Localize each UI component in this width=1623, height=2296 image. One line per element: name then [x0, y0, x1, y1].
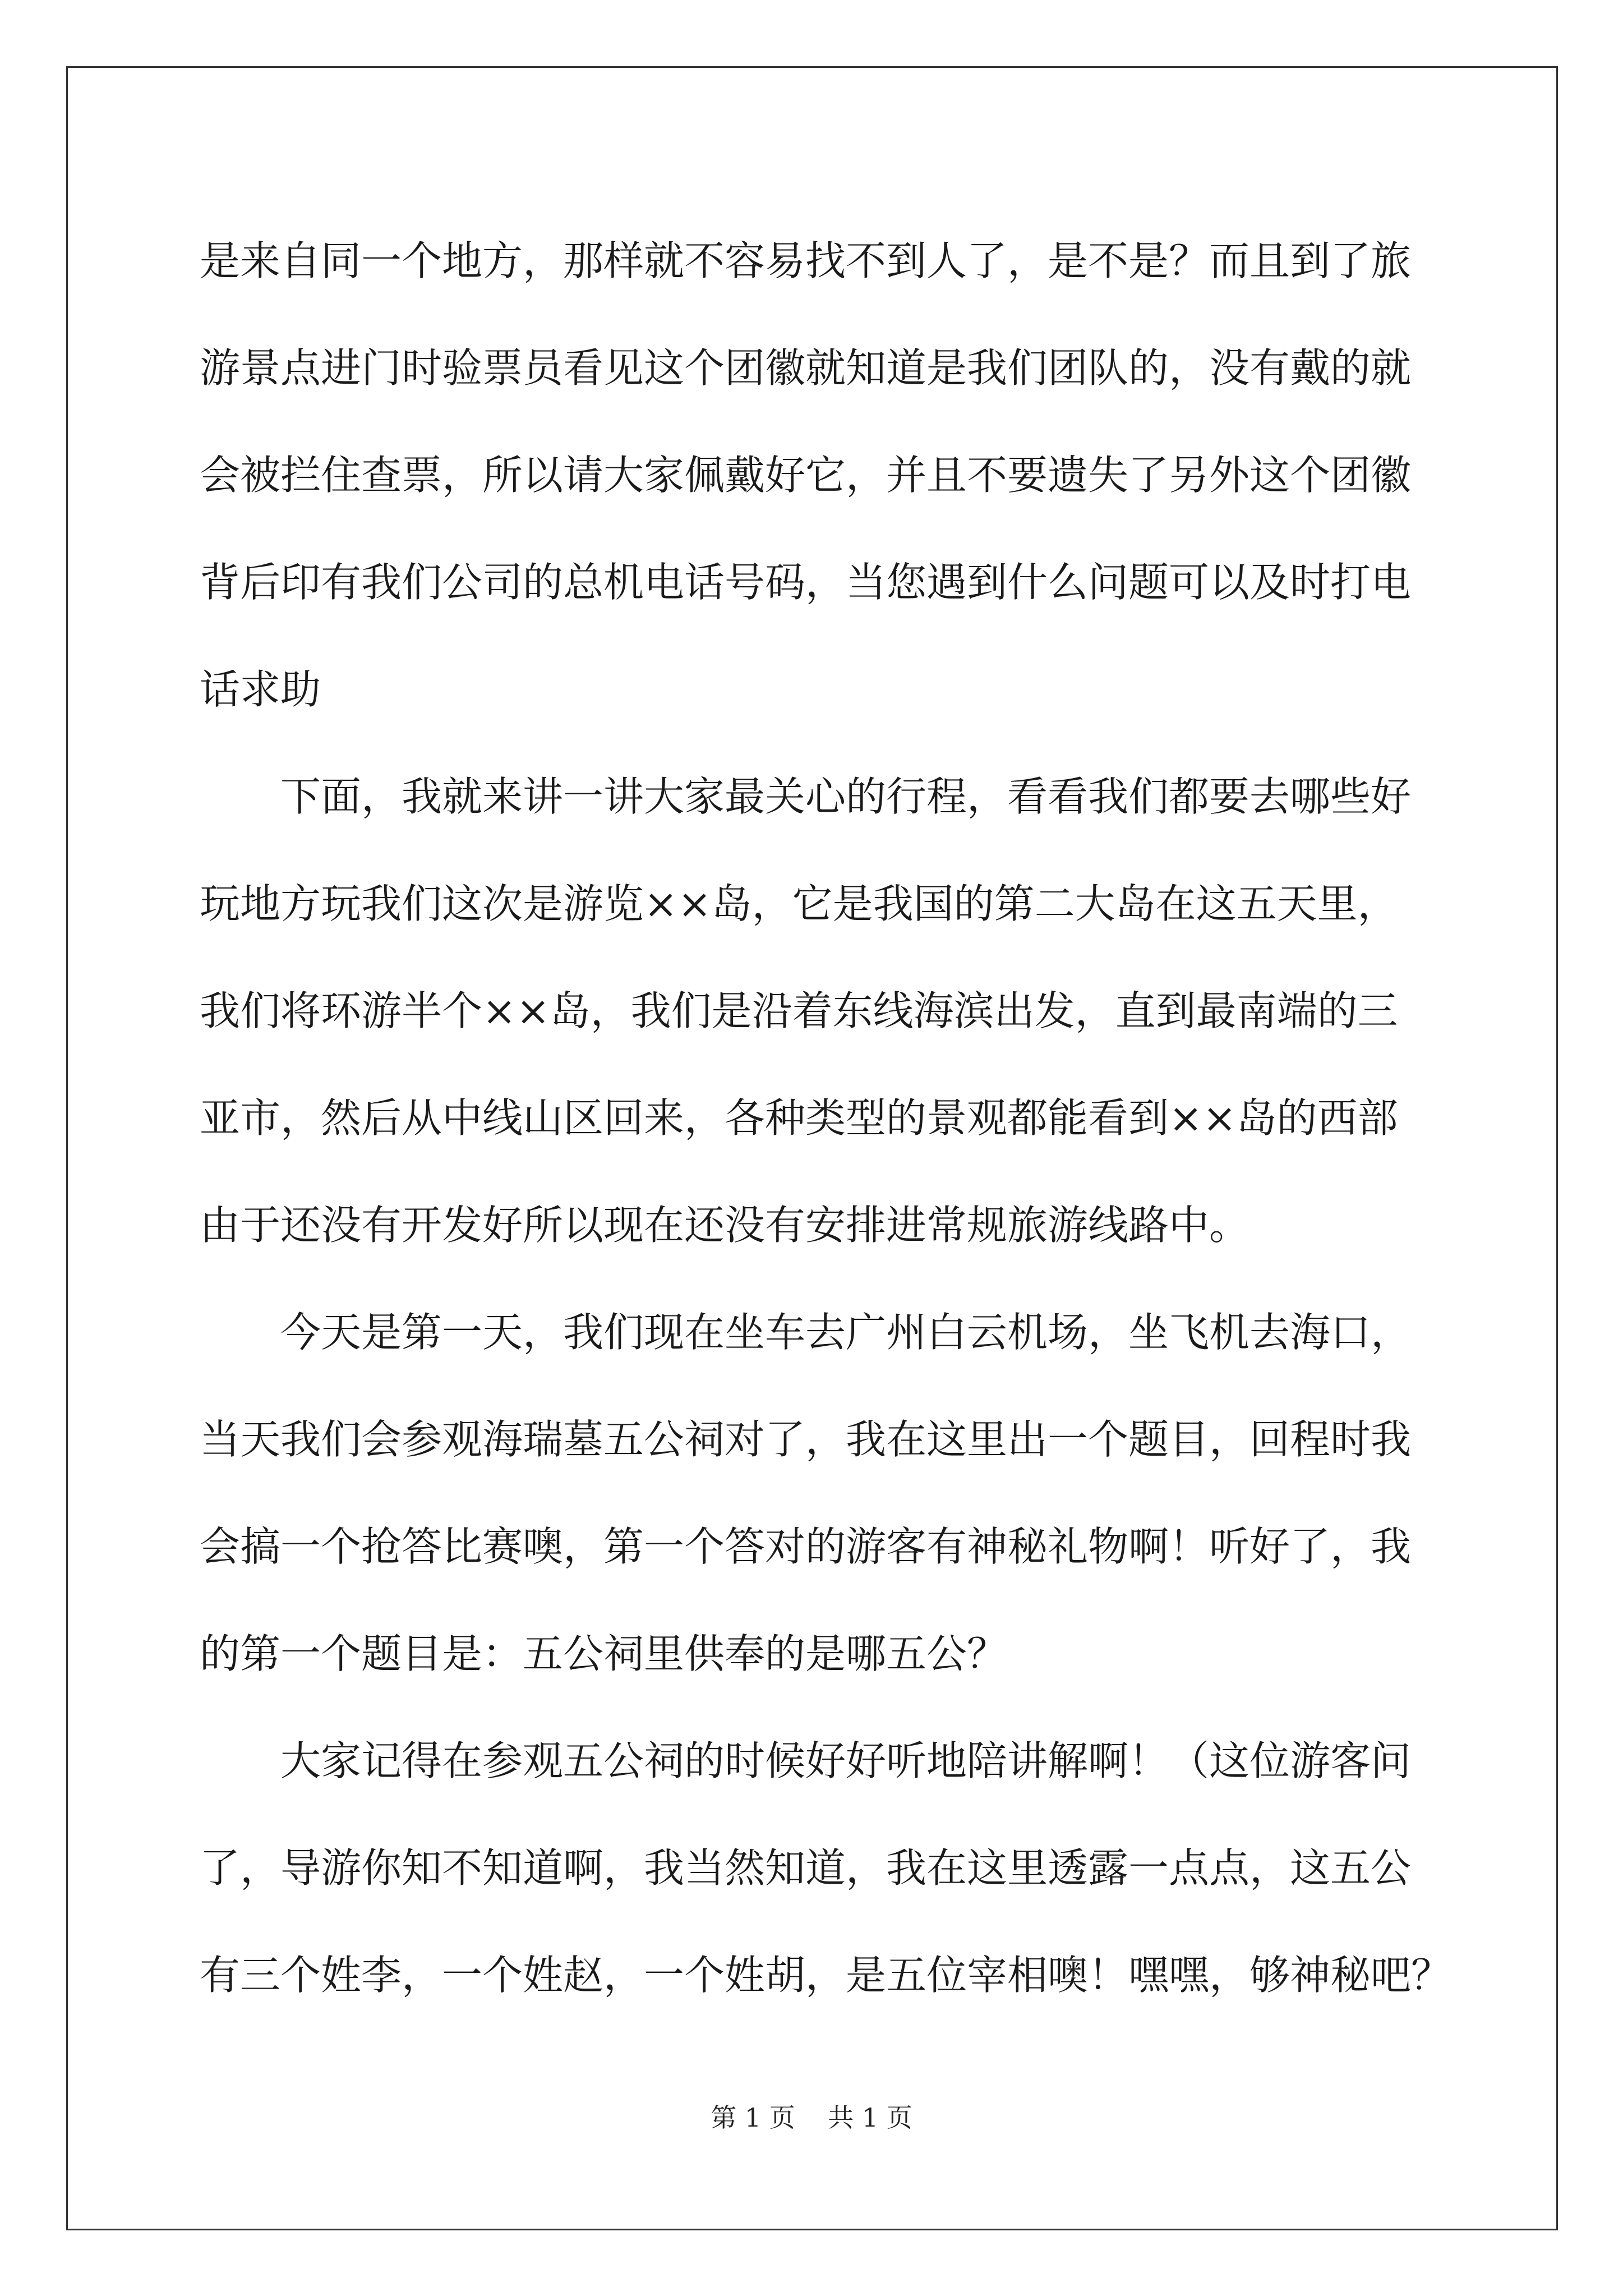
text-line: 会被拦住查票，所以请大家佩戴好它，并且不要遗失了另外这个团徽 — [200, 452, 1412, 499]
text-line: 当天我们会参观海瑞墓五公祠对了，我在这里出一个题目，回程时我 — [200, 1416, 1412, 1463]
text-line: 玩地方玩我们这次是游览××岛，它是我国的第二大岛在这五天里， — [200, 880, 1398, 927]
text-line: 由于还没有开发好所以现在还没有安排进常规旅游线路中。 — [200, 1202, 1250, 1249]
paragraph-first-line: 大家记得在参观五公祠的时候好好听地陪讲解啊！（这位游客问 — [280, 1737, 1412, 1784]
text-line: 有三个姓李，一个姓赵，一个姓胡，是五位宰相噢！嘿嘿，够神秘吧？ — [200, 1952, 1452, 1999]
document-body — [200, 208, 1452, 2029]
paragraph-first-line: 今天是第一天，我们现在坐车去广州白云机场，坐飞机去海口， — [280, 1309, 1412, 1356]
text-line: 背后印有我们公司的总机电话号码，当您遇到什么问题可以及时打电 — [200, 559, 1412, 606]
text-line: 我们将环游半个××岛，我们是沿着东线海滨出发，直到最南端的三 — [200, 987, 1398, 1034]
text-line: 话求助 — [200, 666, 321, 713]
page-number-footer: 第 1 页 共 1 页 — [711, 2102, 912, 2133]
text-line: 是来自同一个地方，那样就不容易找不到人了，是不是？而且到了旅 — [200, 237, 1412, 284]
text-line: 了，导游你知不知道啊，我当然知道，我在这里透露一点点，这五公 — [200, 1844, 1412, 1892]
text-line: 游景点进门时验票员看见这个团徽就知道是我们团队的，没有戴的就 — [200, 344, 1412, 392]
paragraph-first-line: 下面，我就来讲一讲大家最关心的行程，看看我们都要去哪些好 — [280, 773, 1412, 820]
text-line: 会搞一个抢答比赛噢，第一个答对的游客有神秘礼物啊！听好了，我 — [200, 1523, 1412, 1570]
text-line: 亚市，然后从中线山区回来，各种类型的景观都能看到××岛的西部 — [200, 1094, 1398, 1142]
text-line: 的第一个题目是：五公祠里供奉的是哪五公？ — [200, 1630, 1008, 1677]
